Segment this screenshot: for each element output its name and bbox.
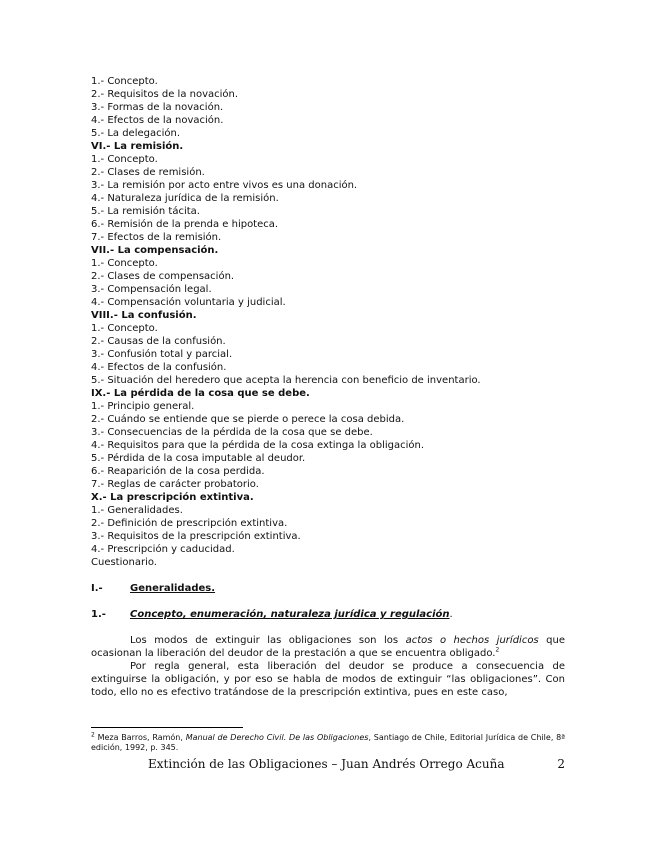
outline-item: 2.- Causas de la confusión. — [91, 336, 226, 347]
paragraph-emphasis: actos o hechos jurídicos — [405, 635, 539, 646]
outline-item: 2.- Requisitos de la novación. — [91, 89, 239, 100]
outline-item: 3.- Consecuencias de la pérdida de la cosa que se debe. — [91, 427, 373, 438]
outline-heading: IX.- La pérdida de la cosa que se debe. — [91, 388, 310, 399]
outline-item: 4.- Requisitos para que la pérdida de la cosa extinga la obligación. — [91, 440, 425, 451]
outline-item: 3.- Compensación legal. — [91, 284, 212, 295]
outline-item: 6.- Reaparición de la cosa perdida. — [91, 466, 265, 477]
outline-item: 5.- Situación del heredero que acepta la herencia con beneficio de inventario. — [91, 375, 481, 386]
outline-item: 4.- Prescripción y caducidad. — [91, 544, 235, 555]
paragraph-2: Por regla general, esta liberación del deudor se produce a consecuencia de extinguirse la obligación, y por eso se habla de modos de extinguir “las obligaciones”. Con todo, ello no es efectivo tratándose de la prescripción extintiva, pues en este caso, — [91, 661, 565, 698]
outline-item: 1.- Concepto. — [91, 258, 158, 269]
outline-item: 2.- Clases de compensación. — [91, 271, 235, 282]
outline-item: 4.- Compensación voluntaria y judicial. — [91, 297, 286, 308]
section-number: 1.- — [91, 609, 106, 620]
page-number: 2 — [557, 757, 565, 771]
outline-item: 3.- Formas de la novación. — [91, 102, 224, 113]
section-heading-concepto — [91, 608, 565, 621]
outline-item: 2.- Definición de prescripción extintiva. — [91, 518, 288, 529]
outline-item: 3.- Confusión total y parcial. — [91, 349, 233, 360]
footer-title: Extinción de las Obligaciones – Juan Andrés Orrego Acuña — [148, 757, 505, 771]
outline-item: 3.- Requisitos de la prescripción extintiva. — [91, 531, 301, 542]
outline-heading: X.- La prescripción extintiva. — [91, 492, 254, 503]
section-title: Generalidades. — [130, 583, 216, 594]
outline-item: 4.- Naturaleza jurídica de la remisión. — [91, 193, 279, 204]
paragraph-text: Los modos de extinguir las obligaciones son los — [130, 635, 406, 646]
outline-item: 2.- Clases de remisión. — [91, 167, 205, 178]
outline-item: 5.- Pérdida de la cosa imputable al deudor. — [91, 453, 306, 464]
outline-item: 5.- La delegación. — [91, 128, 181, 139]
outline-item: 3.- La remisión por acto entre vivos es una donación. — [91, 180, 358, 191]
paragraph-text: que ocasionan la liberación del deudor de la prestación a que se encuentra obligado. — [91, 635, 565, 659]
outline-list — [91, 75, 565, 569]
footnote-text: , Santiago de Chile, Editorial Jurídica de Chile, 8ª edición, 1992, p. 345. — [91, 733, 565, 752]
document-body — [91, 75, 565, 699]
outline-item: 1.- Concepto. — [91, 76, 158, 87]
outline-item: 1.- Generalidades. — [91, 505, 183, 516]
page-footer — [148, 757, 565, 771]
footnote-divider — [91, 727, 243, 728]
section-title-end: . — [449, 609, 453, 620]
footnote-ref[interactable]: 2 — [495, 646, 500, 654]
outline-heading: VIII.- La confusión. — [91, 310, 197, 321]
outline-item: 7.- Reglas de carácter probatorio. — [91, 479, 259, 490]
outline-heading: VI.- La remisión. — [91, 141, 184, 152]
section-heading-generalidades — [91, 582, 565, 595]
outline-item: 5.- La remisión tácita. — [91, 206, 200, 217]
footnote-book-title: Manual de Derecho Civil. De las Obligaciones — [185, 733, 369, 742]
outline-item: 4.- Efectos de la novación. — [91, 115, 224, 126]
outline-item: 1.- Concepto. — [91, 154, 158, 165]
outline-heading: VII.- La compensación. — [91, 245, 219, 256]
footnote — [91, 733, 565, 753]
paragraph-1 — [91, 634, 565, 660]
outline-item: 1.- Principio general. — [91, 401, 195, 412]
section-title: Concepto, enumeración, naturaleza jurídica y regulación — [130, 609, 450, 620]
footnote-text: Meza Barros, Ramón, — [94, 733, 186, 742]
section-title-wrap — [130, 608, 453, 621]
section-number: I.- — [91, 583, 103, 594]
outline-item: Cuestionario. — [91, 557, 157, 568]
outline-item: 7.- Efectos de la remisión. — [91, 232, 222, 243]
outline-item: 1.- Concepto. — [91, 323, 158, 334]
outline-item: 4.- Efectos de la confusión. — [91, 362, 227, 373]
outline-item: 6.- Remisión de la prenda e hipoteca. — [91, 219, 279, 230]
footnote-number: 2 — [91, 731, 95, 739]
outline-item: 2.- Cuándo se entiende que se pierde o perece la cosa debida. — [91, 414, 405, 425]
